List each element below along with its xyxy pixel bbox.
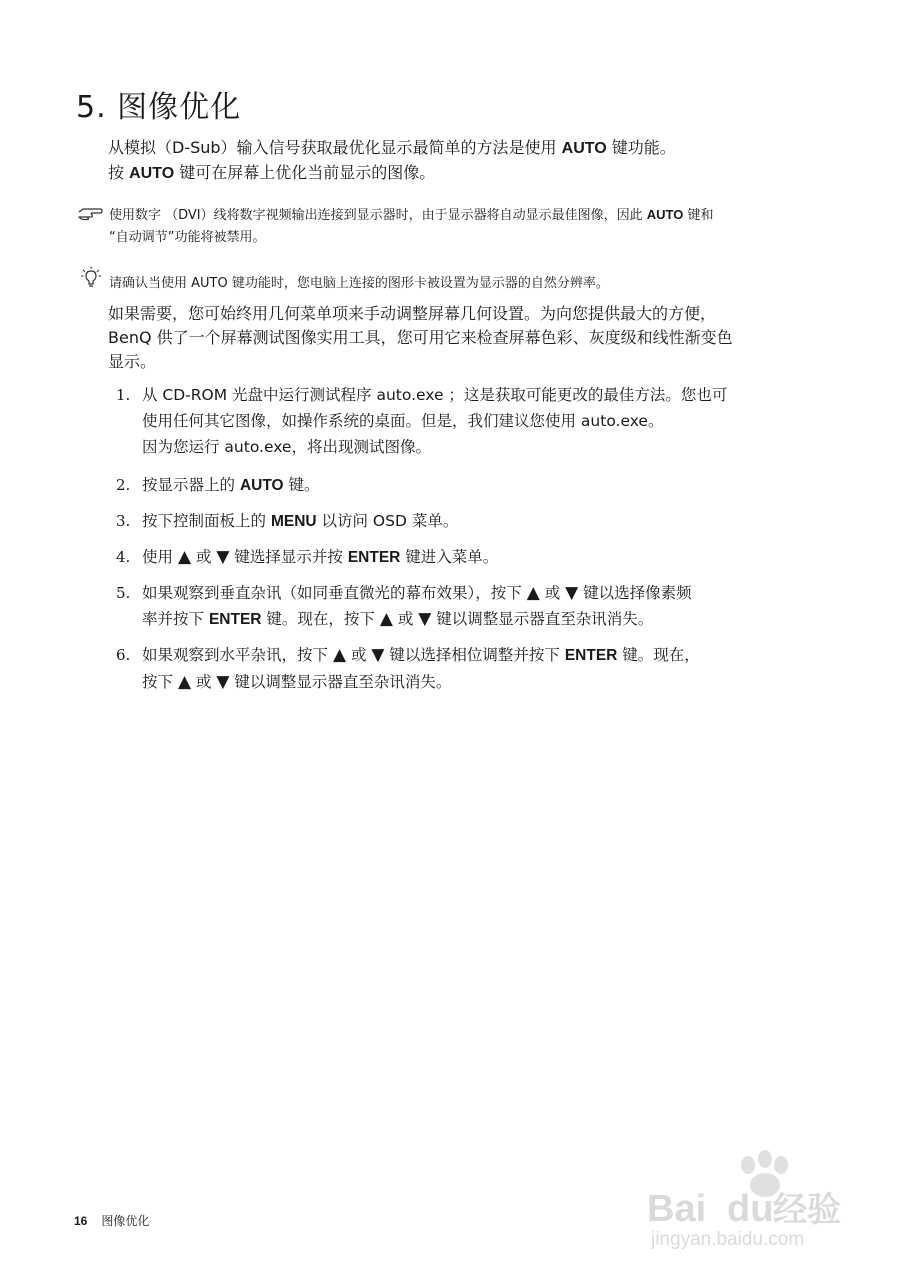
step-line: 如果观察到垂直杂讯（如同垂直微光的幕布效果），按下 ▲ 或 ▼ 键以选择像素频: [142, 583, 692, 603]
down-arrow-icon: ▼: [565, 583, 579, 603]
step-line: 如果观察到水平杂讯，按下 ▲ 或 ▼ 键以选择相位调整并按下 ENTER 键。现在，: [142, 645, 700, 665]
step-number: 5.: [116, 584, 131, 602]
step-line: 率并按下 ENTER 键。现在，按下 ▲ 或 ▼ 键以调整显示器直至杂讯消失。: [142, 609, 654, 629]
down-arrow-icon: ▼: [418, 609, 432, 629]
down-arrow-icon: ▼: [216, 672, 230, 692]
step-number: 3.: [116, 512, 131, 530]
footer-section: 图像优化: [101, 1214, 150, 1228]
note-dvi: [109, 204, 829, 249]
step-line: 从 CD-ROM 光盘中运行测试程序 auto.exe ；这是获取可能更改的最佳方法。您也可: [142, 386, 728, 404]
intro-line-1: 从模拟（D-Sub）输入信号获取最优化显示最简单的方法是使用 AUTO 键功能。: [108, 138, 676, 157]
step-number: 6.: [116, 646, 131, 664]
up-arrow-icon: ▲: [526, 583, 540, 603]
step-number: 1.: [116, 386, 131, 404]
note-dvi-line-2: “自动调节”功能将被禁用。: [109, 230, 266, 245]
note-tip: 请确认当使用 AUTO 键功能时，您电脑上连接的图形卡被设置为显示器的自然分辨率。: [109, 276, 609, 291]
step-line: 因为您运行 auto.exe，将出现测试图像。: [142, 438, 431, 456]
watermark-cn: 经验: [773, 1190, 841, 1230]
watermark-url: jingyan.baidu.com: [651, 1229, 805, 1250]
watermark-brand-2: du: [727, 1188, 774, 1230]
up-arrow-icon: ▲: [177, 672, 192, 692]
body-line-1: 如果需要，您可始终用几何菜单项来手动调整屏幕几何设置。为向您提供最大的方便，: [108, 304, 717, 323]
step-line: 使用任何其它图像，如操作系统的桌面。但是，我们建议您使用 auto.exe。: [142, 412, 664, 430]
note-dvi-line-1: 使用数字 （DVI）线将数字视频输出连接到显示器时，由于显示器将自动显示最佳图像，因此 AUTO 键和: [109, 207, 714, 223]
intro-paragraph: [108, 136, 828, 186]
baidu-jingyan-watermark: [645, 1145, 870, 1255]
watermark-brand: Bai: [647, 1188, 707, 1230]
intro-line-2: 按 AUTO 键可在屏幕上优化当前显示的图像。: [108, 163, 436, 182]
up-arrow-icon: ▲: [177, 547, 192, 567]
body-line-3: 显示。: [108, 352, 157, 371]
page-footer: [74, 1212, 149, 1229]
body-paragraph: [108, 302, 818, 374]
pointing-hand-icon: [78, 206, 104, 224]
step-number: 2.: [116, 476, 131, 494]
page-number: 16: [74, 1214, 88, 1228]
page-title: 5. 图像优化: [76, 90, 242, 125]
body-line-2: BenQ 供了一个屏幕测试图像实用工具，您可用它来检查屏幕色彩、灰度级和线性渐变色: [108, 328, 733, 347]
up-arrow-icon: ▲: [332, 645, 347, 665]
lightbulb-icon: [80, 266, 102, 288]
down-arrow-icon: ▼: [371, 645, 385, 665]
up-arrow-icon: ▲: [379, 609, 393, 629]
step-line: 按下 ▲ 或 ▼ 键以调整显示器直至杂讯消失。: [142, 672, 452, 692]
step-number: 4.: [116, 548, 131, 566]
down-arrow-icon: ▼: [216, 547, 230, 567]
